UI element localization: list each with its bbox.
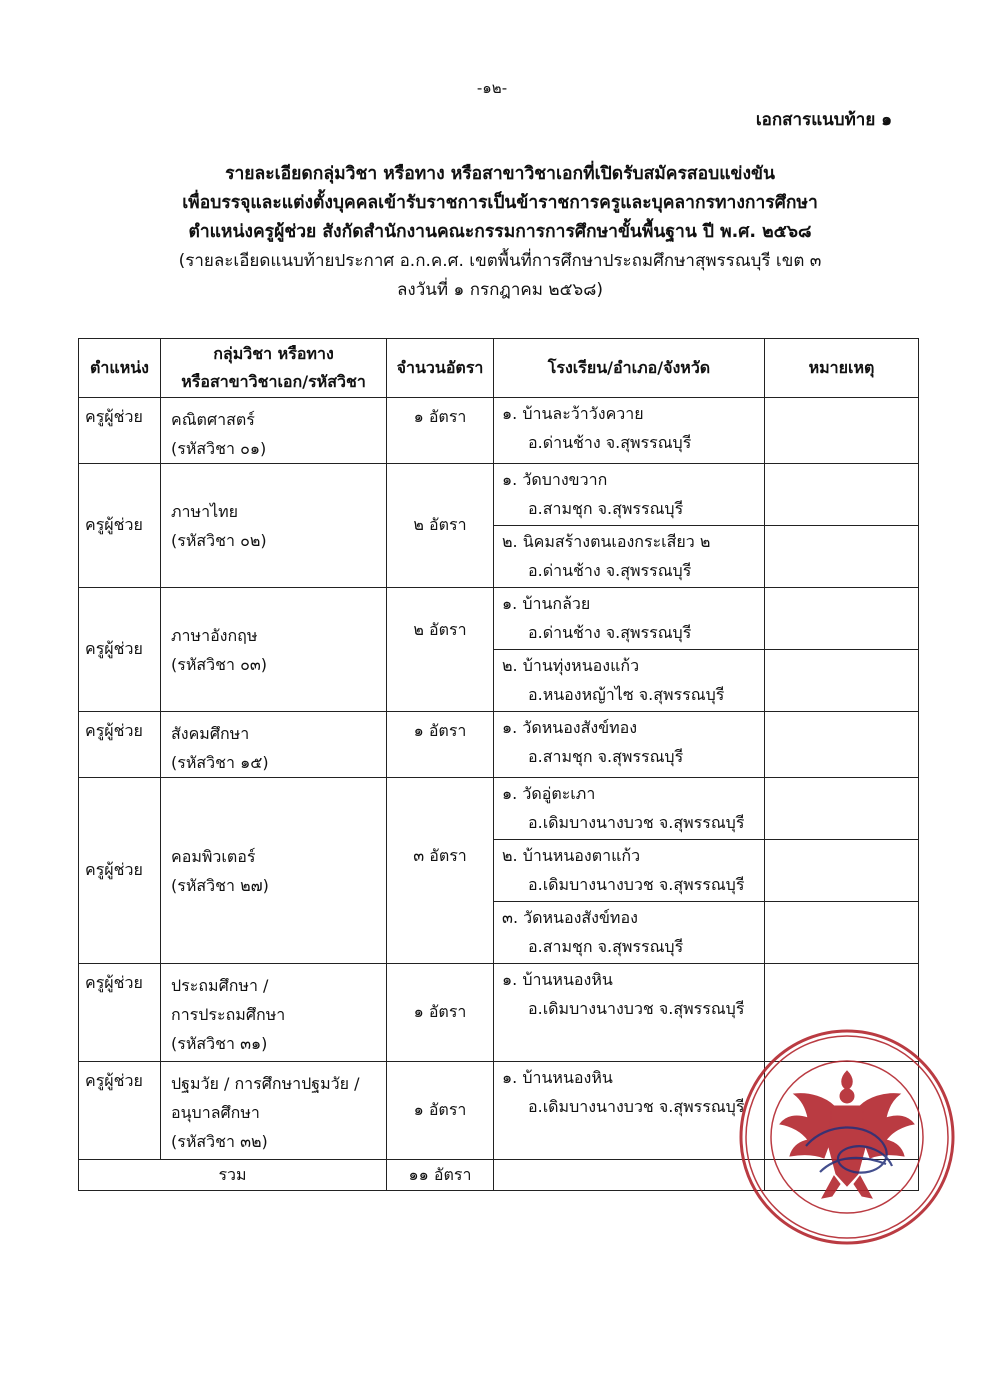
office-seal-stamp — [736, 1026, 958, 1248]
table-header-row — [79, 339, 919, 398]
position-cell: ครูผู้ช่วย — [79, 1062, 161, 1160]
subject-name: สังคมศึกษา — [171, 724, 250, 743]
subject-code: (รหัสวิชา ๑๕) — [171, 753, 269, 772]
school-name: ๑. บ้านกล้วย — [502, 594, 591, 613]
header-rate: จำนวนอัตรา — [387, 339, 494, 398]
rate-cell: ๑ อัตรา — [387, 964, 494, 1062]
subject-code: (รหัสวิชา ๓๑) — [171, 1034, 268, 1053]
school-cell — [494, 778, 765, 840]
rate-cell: ๑ อัตรา — [387, 398, 494, 464]
subject-code: (รหัสวิชา ๒๗) — [171, 875, 269, 895]
table-row — [79, 588, 919, 650]
position-cell: ครูผู้ช่วย — [79, 964, 161, 1062]
subject-name-cont: การประถมศึกษา — [171, 1005, 286, 1024]
school-district: อ.สามชุก จ.สุพรรณบุรี — [528, 747, 684, 766]
school-district: อ.ด่านช้าง จ.สุพรรณบุรี — [528, 561, 692, 580]
school-district: อ.ด่านช้าง จ.สุพรรณบุรี — [528, 623, 692, 642]
school-name: ๑. วัดหนองสังข์ทอง — [502, 718, 638, 737]
rate-cell: ๒ อัตรา — [387, 464, 494, 588]
attachment-label: เอกสารแนบท้าย ๑ — [755, 110, 892, 130]
subject-name: คอมพิวเตอร์ — [171, 846, 256, 866]
school-name: ๑. วัดอู่ตะเภา — [502, 784, 596, 803]
school-cell — [494, 902, 765, 964]
rate-cell: ๑ อัตรา — [387, 712, 494, 778]
header-subject-line-1: กลุ่มวิชา หรือทาง — [213, 344, 334, 363]
remark-cell — [765, 526, 919, 588]
remark-cell — [765, 902, 919, 964]
subject-cell — [161, 588, 387, 712]
heading-line-4: (รายละเอียดแนบท้ายประกาศ อ.ก.ค.ศ. เขตพื้นที่การศึกษาประถมศึกษาสุพรรณบุรี เขต ๓ — [178, 251, 822, 271]
header-position: ตำแหน่ง — [79, 339, 161, 398]
school-name: ๓. วัดหนองสังข์ทอง — [502, 908, 638, 927]
subject-name: คณิตศาสตร์ — [171, 410, 255, 429]
school-cell — [494, 1062, 765, 1160]
table-row — [79, 464, 919, 526]
school-district: อ.เดิมบางนางบวช จ.สุพรรณบุรี — [528, 999, 745, 1018]
subject-cell — [161, 398, 387, 464]
school-district: อ.สามชุก จ.สุพรรณบุรี — [528, 499, 684, 518]
school-district: อ.เดิมบางนางบวช จ.สุพรรณบุรี — [528, 813, 745, 832]
school-district: อ.ด่านช้าง จ.สุพรรณบุรี — [528, 433, 692, 452]
subject-name: ภาษาไทย — [171, 501, 239, 521]
school-name: ๑. บ้านหนองหิน — [502, 1068, 613, 1087]
school-cell — [494, 964, 765, 1062]
school-cell — [494, 588, 765, 650]
total-rate: ๑๑ อัตรา — [387, 1160, 494, 1191]
school-name: ๑. วัดบางขวาก — [502, 470, 608, 489]
subject-code: (รหัสวิชา ๐๑) — [171, 439, 267, 458]
school-name: ๑. บ้านละว้าวังควาย — [502, 404, 644, 423]
school-cell — [494, 650, 765, 712]
school-name: ๒. นิคมสร้างตนเองกระเสียว ๒ — [502, 532, 711, 551]
page-number: -๑๒- — [476, 79, 508, 97]
subject-name: ประถมศึกษา / — [171, 976, 269, 995]
remark-cell — [765, 840, 919, 902]
header-school: โรงเรียน/อำเภอ/จังหวัด — [494, 339, 765, 398]
subject-name-cont: อนุบาลศึกษา — [171, 1103, 260, 1122]
header-subject — [161, 339, 387, 398]
remark-cell — [765, 778, 919, 840]
school-cell — [494, 398, 765, 464]
heading-line-2: เพื่อบรรจุและแต่งตั้งบุคคลเข้ารับราชการเป็นข้าราชการครูและบุคลากรทางการศึกษา — [182, 193, 818, 213]
rate-cell: ๑ อัตรา — [387, 1062, 494, 1160]
document-heading — [60, 160, 940, 305]
subject-code: (รหัสวิชา ๐๒) — [171, 530, 267, 550]
school-name: ๑. บ้านหนองหิน — [502, 970, 613, 989]
heading-line-1: รายละเอียดกลุ่มวิชา หรือทาง หรือสาขาวิชาเอกที่เปิดรับสมัครสอบแข่งขัน — [225, 164, 775, 184]
subject-cell — [161, 464, 387, 588]
position-cell: ครูผู้ช่วย — [79, 588, 161, 712]
total-empty-cell — [494, 1160, 765, 1191]
table-row — [79, 712, 919, 778]
remark-cell — [765, 464, 919, 526]
subject-cell — [161, 778, 387, 964]
school-cell — [494, 840, 765, 902]
remark-cell — [765, 712, 919, 778]
school-district: อ.สามชุก จ.สุพรรณบุรี — [528, 937, 684, 956]
position-cell: ครูผู้ช่วย — [79, 712, 161, 778]
subject-code: (รหัสวิชา ๓๒) — [171, 1132, 268, 1151]
position-cell: ครูผู้ช่วย — [79, 398, 161, 464]
subject-name: ปฐมวัย / การศึกษาปฐมวัย / — [171, 1074, 360, 1093]
subject-name: ภาษาอังกฤษ — [171, 625, 258, 645]
header-subject-line-2: หรือสาขาวิชาเอก/รหัสวิชา — [181, 372, 366, 391]
table-row — [79, 778, 919, 840]
school-district: อ.เดิมบางนางบวช จ.สุพรรณบุรี — [528, 1097, 745, 1116]
table-row — [79, 398, 919, 464]
school-cell — [494, 464, 765, 526]
subject-cell — [161, 712, 387, 778]
remark-cell — [765, 588, 919, 650]
rate-cell: ๓ อัตรา — [387, 778, 494, 964]
subject-cell — [161, 1062, 387, 1160]
school-name: ๒. บ้านทุ่งหนองแก้ว — [502, 656, 640, 675]
header-remark: หมายเหตุ — [765, 339, 919, 398]
school-district: อ.หนองหญ้าไซ จ.สุพรรณบุรี — [528, 685, 725, 704]
subject-code: (รหัสวิชา ๐๓) — [171, 654, 268, 674]
heading-line-5: ลงวันที่ ๑ กรกฎาคม ๒๕๖๘) — [397, 280, 603, 300]
total-label: รวม — [79, 1160, 387, 1191]
school-cell — [494, 712, 765, 778]
remark-cell — [765, 398, 919, 464]
subject-cell — [161, 964, 387, 1062]
garuda-emblem-icon — [780, 1071, 914, 1198]
position-cell: ครูผู้ช่วย — [79, 778, 161, 964]
position-cell: ครูผู้ช่วย — [79, 464, 161, 588]
remark-cell — [765, 650, 919, 712]
heading-line-3: ตำแหน่งครูผู้ช่วย สังกัดสำนักงานคณะกรรมการการศึกษาขั้นพื้นฐาน ปี พ.ศ. ๒๕๖๘ — [188, 222, 812, 242]
school-district: อ.เดิมบางนางบวช จ.สุพรรณบุรี — [528, 875, 745, 894]
school-cell — [494, 526, 765, 588]
rate-cell: ๒ อัตรา — [387, 588, 494, 712]
school-name: ๒. บ้านหนองตาแก้ว — [502, 846, 641, 865]
